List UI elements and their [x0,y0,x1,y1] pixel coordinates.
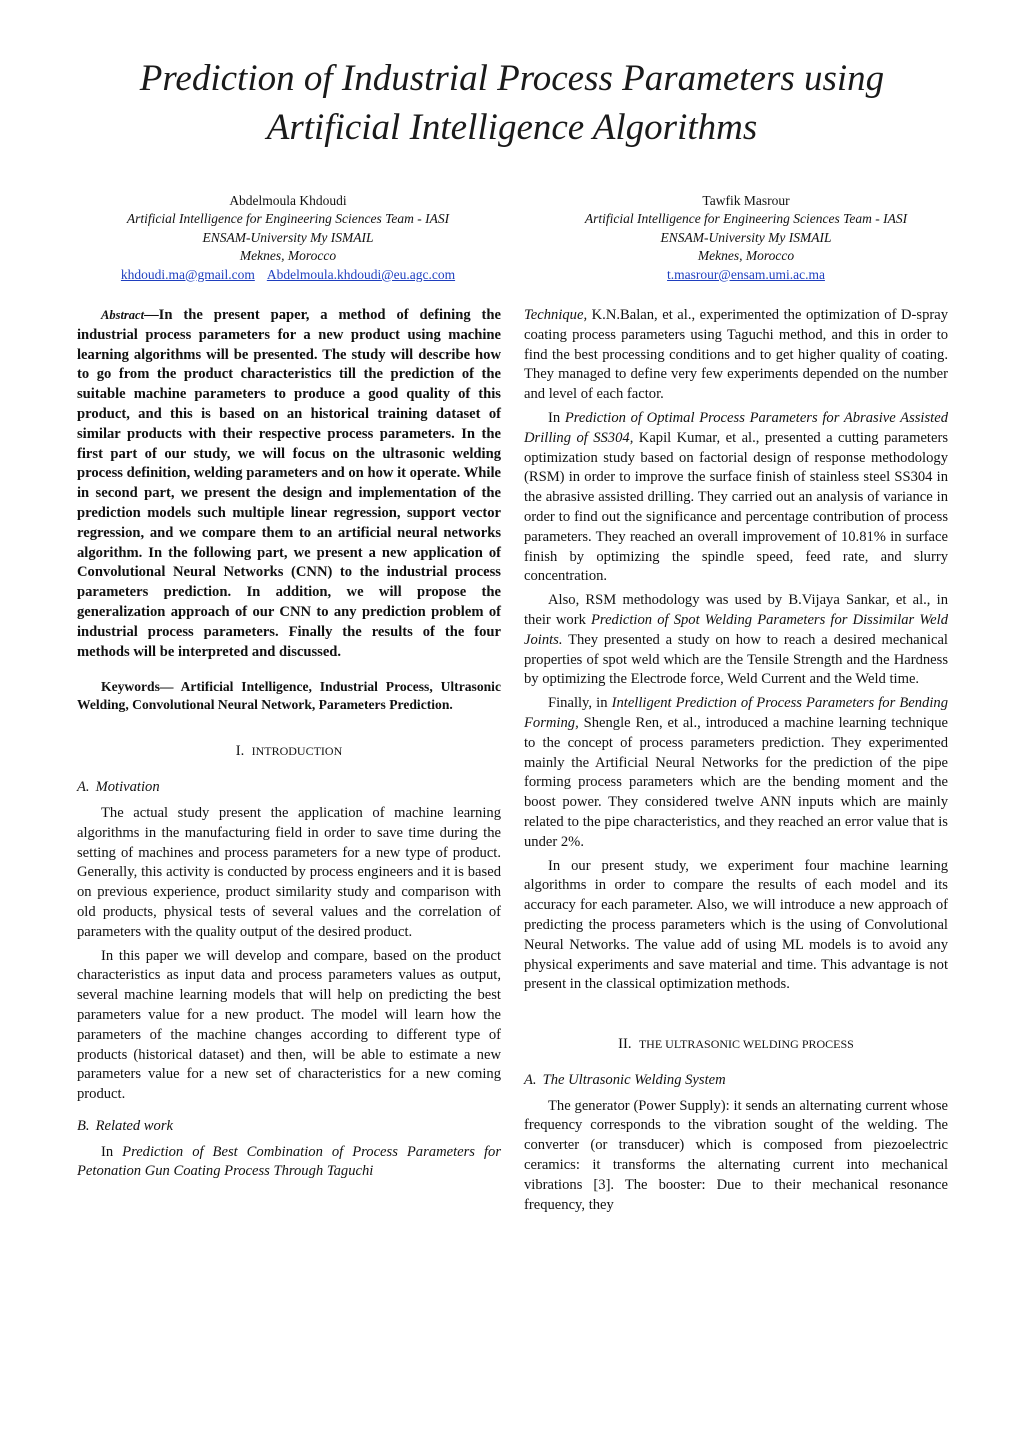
author-emails [526,266,966,284]
text-run: In [548,409,565,426]
cited-title: Intelligent Prediction of Process Parameters for Bending Forming, [524,695,948,731]
paragraph [524,306,948,405]
author-emails [68,266,508,284]
title-line-1: Prediction of Industrial Process Parameters using [139,58,885,99]
section-heading-introduction [77,742,501,762]
author-email-link[interactable]: khdoudi.ma@gmail.com [120,266,255,282]
paragraph: In our present study, we experiment four machine learning algorithms in order to compare the results of each model and its accuracy for each parameter. Also, we will introduce a new approach of predicting the process parameters which is the using of Convolutional Neural Networks. The value add of using ML models is to avoid any physical experiments and save material and time. This advantage is not present in the classical optimization methods. [524,857,948,993]
author-block-1 [68,192,508,284]
section-title: THE ULTRASONIC WELDING PROCESS [638,1037,854,1052]
text-run: Shengle Ren, et al., introduced a machine learning technique to the concept of process parameters prediction. They experimented mainly the Artificial Neural Networks for the prediction of the pipe forming process parameters which are the bending moment and the boost power. They considered twelve ANN inputs which are mainly related to the pipe characteristics, and they reached an error value that is under 2%. [524,714,948,850]
subsection-heading-welding-system [524,1071,948,1091]
cited-title: Prediction of Spot Welding Parameters for Dissimilar Weld Joints. [524,611,948,648]
text-run: In [101,1143,123,1160]
subsection-letter: B. [77,1117,90,1134]
text-run: Kapil Kumar, et al., presented a cutting parameters optimization study based on factorial design of response methodology (RSM) in order to improve the surface finish of stainless steel SS304 in the abrasive assisted drilling. They carried out an analysis of variance in order to find out the significance and percentage contribution of process parameters. They reached an overall improvement of 10.81% in surface finish by optimizing the spindle speed, feed rate, and slurry concentration. [524,429,949,585]
cited-title: Prediction of Optimal Process Parameters for Abrasive Assisted Drilling of SS304, [524,409,948,446]
author-affiliation: Artificial Intelligence for Engineering Sciences Team - IASI [584,211,908,227]
author-location: Meknes, Morocco [239,248,337,264]
author-name: Tawfik Masrour [702,193,790,208]
subsection-letter: A. [77,779,90,796]
paper-title [60,54,964,152]
paragraph: The actual study present the application of machine learning algorithms in the manufacturing field in order to save time during the setting of machines and process parameters for a new type of product. Generally, this activity is conducted by process engineers and it is based on previous experience, product similarity study and comparison with old products, physical tests of several values and the correlation of parameters with the quality output of the desired product. [77,804,501,940]
subsection-title: Related work [95,1117,173,1134]
paragraph: The generator (Power Supply): it sends an alternating current whose frequency corresponds to the vibration sought of the welding. The converter (or transducer) which is composed from piezoelectric ceramics: it transforms the alternating current into mechanical vibrations [3]. The booster: Due to their mechanical resonance frequency, they [524,1097,948,1213]
author-block-2 [526,192,966,284]
paragraph [524,694,948,852]
right-column [524,306,948,1215]
paragraph [524,409,948,587]
abstract-text: In the present paper, a method of defining the industrial process parameters for a new product using machine learning algorithms will be presented. The study will describe how to go from the product characteristics till the prediction of the suitable machine parameters to produce a good quality of this product, and this is based on an historical training dataset of similar products with their respective process parameters. In the first part of our study, we will focus on the ultrasonic welding process definition, welding parameters and on how it operate. While in second part, we present the design and implementation of the prediction models such multiple linear regression, support vector regression, and we compare them to an artificial neural networks algorithm. In the following part, we present a new application of Convolutional Neural Networks (CNN) to the industrial process parameters prediction. In addition, we will propose the generalization approach of our CNN to any prediction problem of industrial process parameters. Finally the results of the four methods will be interpreted and discussed. [77,307,501,660]
subsection-heading-related-work [77,1117,501,1137]
title-line-2: Artificial Intelligence Algorithms [266,107,758,148]
author-institution: ENSAM-University My ISMAIL [660,229,832,245]
subsection-title: The Ultrasonic Welding System [542,1071,726,1088]
abstract [77,306,501,662]
section-number: II. [618,1036,632,1053]
abstract-dash: — [144,307,159,323]
author-email-link[interactable]: Abdelmoula.khdoudi@eu.agc.com [266,266,456,282]
author-email-link[interactable]: t.masrour@ensam.umi.ac.ma [667,266,825,282]
author-name: Abdelmoula Khdoudi [229,193,347,208]
cited-title: Technique, [524,307,588,323]
abstract-label: Abstract [101,308,145,322]
paragraph [77,1143,501,1183]
keywords-label: Keywords— [101,679,174,695]
text-run: K.N.Balan, et al., experimented the optimization of D-spray coating process parameters using Taguchi method, and this in order to find the best processing conditions and to get higher quality of coating. They managed to define very few experiments depended on the number and level of each factor. [524,307,948,403]
section-number: I. [235,743,245,760]
section-title: INTRODUCTION [251,744,343,759]
cited-title: Prediction of Best Combination of Process Parameters for Petonation Gun Coating Process Through Taguchi [77,1143,501,1180]
subsection-heading-motivation [77,778,501,798]
text-run: They presented a study on how to reach a desired mechanical properties of spot weld which are the Tensile Strength and the Hardness by optimizing the Electrode force, Weld Current and the Weld time. [524,631,948,688]
paragraph: In this paper we will develop and compare, based on the product characteristics as input data and process parameters values as output, several machine learning models that will help on predicting the best parameters value for a new product. The model will learn how the parameters of the machine changes according to different type of products (historical dataset) and then, will be able to estimate a new parameters value for a new set of characteristics for a new coming product. [77,947,501,1103]
author-institution: ENSAM-University My ISMAIL [202,229,374,245]
author-location: Meknes, Morocco [697,248,795,264]
left-column [77,306,501,1182]
keywords [77,678,501,714]
subsection-letter: A. [524,1071,537,1088]
keywords-text: Artificial Intelligence, Industrial Process, Ultrasonic Welding, Convolutional Neural Network, Parameters Prediction. [77,679,501,713]
section-heading-ultrasonic-welding [524,1035,948,1055]
paragraph [524,591,948,690]
text-run: Finally, in [548,695,612,712]
author-affiliation: Artificial Intelligence for Engineering Sciences Team - IASI [126,211,450,227]
subsection-title: Motivation [95,779,160,796]
text-run: Also, RSM methodology was used by B.Vijaya Sankar, et al., in their work [524,592,948,628]
